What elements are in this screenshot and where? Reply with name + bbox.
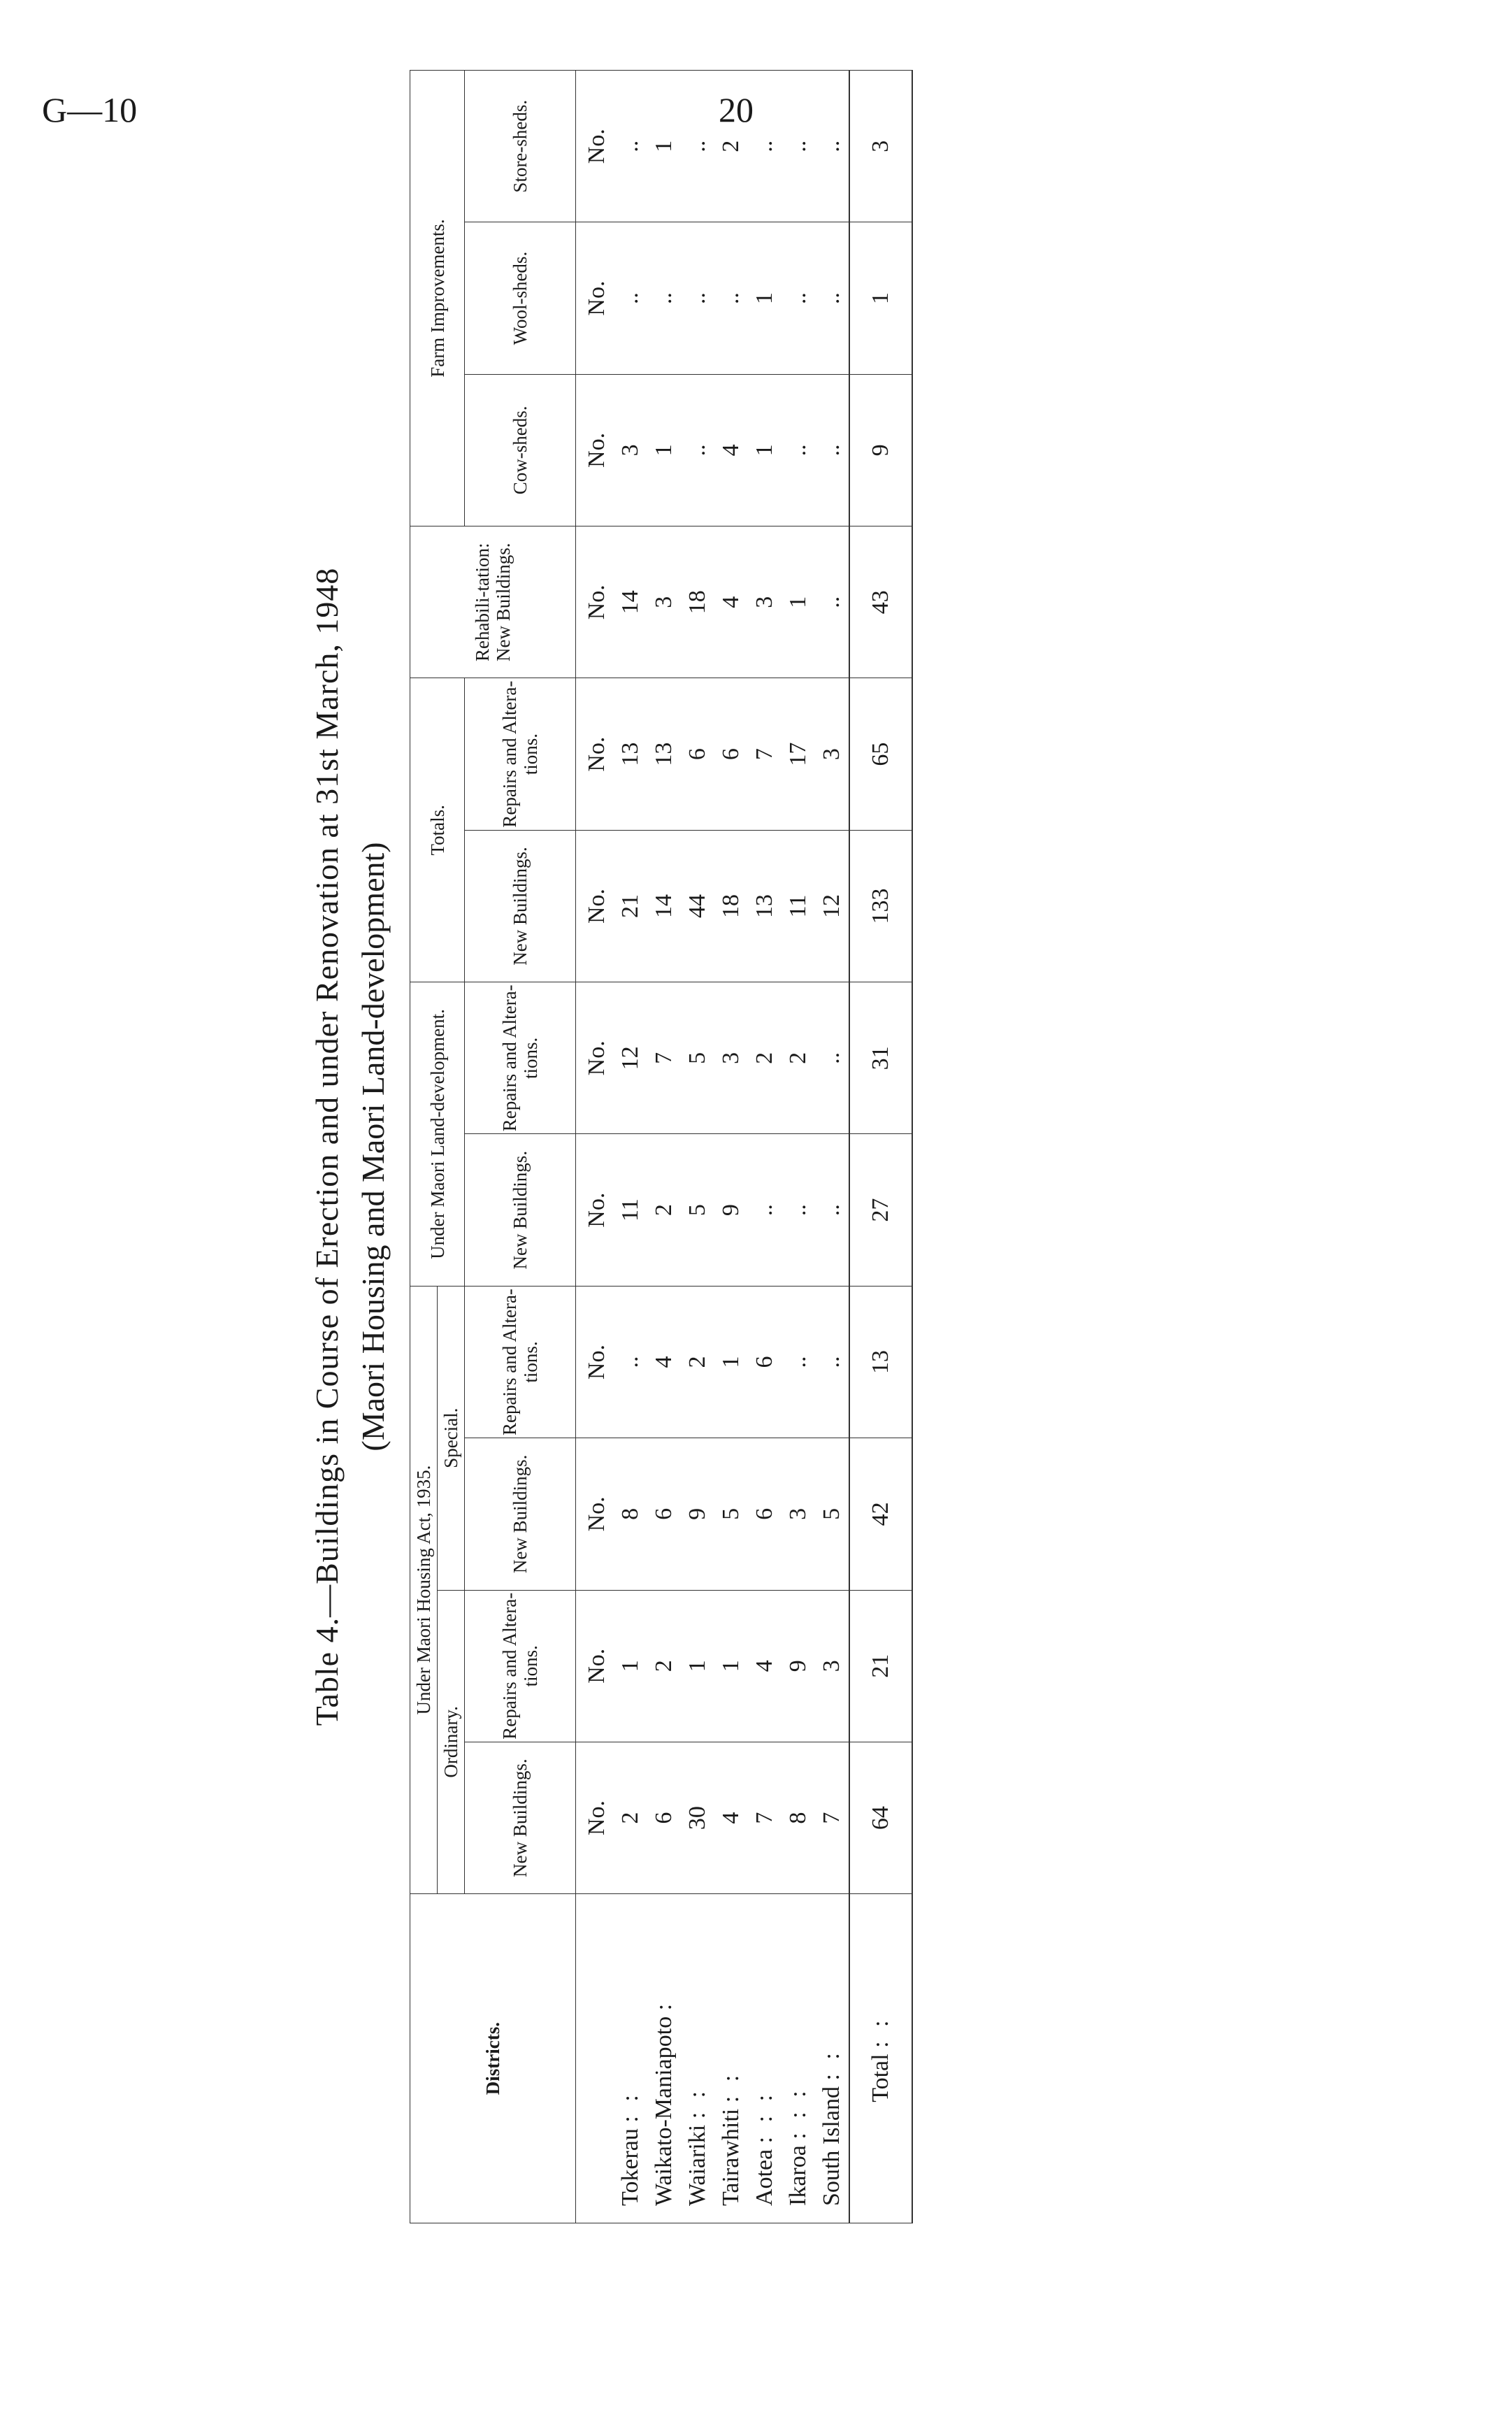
value-cell: 6 — [647, 1438, 681, 1590]
value-cell: 3 — [748, 526, 782, 678]
value-cell: 2 — [681, 1286, 714, 1438]
value-cell: .. — [782, 1134, 815, 1286]
value-cell: 4 — [647, 1286, 681, 1438]
unit-label: No. — [576, 374, 614, 526]
col-ordinary-new: New Buildings. — [465, 1742, 576, 1893]
unit-label: No. — [576, 222, 614, 374]
col-special-new: New Buildings. — [465, 1438, 576, 1590]
value-cell: 43 — [849, 526, 912, 678]
value-cell: 1 — [782, 526, 815, 678]
value-cell: 1 — [714, 1590, 748, 1742]
value-cell: 11 — [614, 1134, 647, 1286]
value-cell: 3 — [782, 1438, 815, 1590]
unit-label: No. — [576, 71, 614, 222]
value-cell: 2 — [782, 982, 815, 1134]
col-ordinary: Ordinary. — [438, 1590, 465, 1894]
value-cell: 8 — [782, 1742, 815, 1893]
table-row — [614, 71, 647, 2223]
buildings-table — [410, 70, 913, 2223]
total-row — [849, 71, 912, 2223]
value-cell: 9 — [714, 1134, 748, 1286]
value-cell: 27 — [849, 1134, 912, 1286]
value-cell: 2 — [647, 1590, 681, 1742]
leader-dots: : : — [867, 2016, 893, 2048]
col-ordinary-repairs: Repairs and Altera-tions. — [465, 1590, 576, 1742]
leader-dots: : : — [684, 2086, 710, 2119]
district-name: Aotea — [751, 2149, 777, 2206]
value-cell: 12 — [815, 830, 849, 982]
value-cell: .. — [815, 222, 849, 374]
value-cell: .. — [614, 1286, 647, 1438]
value-cell: 4 — [714, 1742, 748, 1893]
value-cell: 11 — [782, 830, 815, 982]
value-cell: 17 — [782, 678, 815, 830]
leader-dots: : : — [718, 2070, 744, 2103]
value-cell: 1 — [748, 374, 782, 526]
district-cell — [681, 1894, 714, 2223]
unit-label: No. — [576, 982, 614, 1134]
value-cell: 1 — [647, 71, 681, 222]
value-cell: .. — [714, 222, 748, 374]
col-under-act: Under Maori Housing Act, 1935. — [410, 1286, 438, 1893]
value-cell: 7 — [748, 678, 782, 830]
col-landdev-new: New Buildings. — [465, 1134, 576, 1286]
value-cell: 1 — [647, 374, 681, 526]
value-cell: 13 — [849, 1286, 912, 1438]
district-cell — [714, 1894, 748, 2223]
value-cell: 6 — [714, 678, 748, 830]
col-totals-repairs: Repairs and Altera-tions. — [465, 678, 576, 830]
leader-dots: : : : — [751, 2090, 777, 2144]
table-row — [748, 71, 782, 2223]
value-cell: 7 — [647, 982, 681, 1134]
value-cell: 1 — [681, 1590, 714, 1742]
unit-label: No. — [576, 678, 614, 830]
value-cell: 133 — [849, 830, 912, 982]
value-cell: 6 — [748, 1438, 782, 1590]
value-cell: 21 — [614, 830, 647, 982]
value-cell: 7 — [748, 1742, 782, 1893]
value-cell: 3 — [849, 71, 912, 222]
value-cell: 1 — [714, 1286, 748, 1438]
col-farm: Farm Improvements. — [410, 71, 465, 526]
value-cell: .. — [748, 1134, 782, 1286]
unit-label: No. — [576, 1590, 614, 1742]
unit-label: No. — [576, 830, 614, 982]
value-cell: .. — [647, 222, 681, 374]
leader-dots: : : — [617, 2091, 643, 2123]
value-cell: 18 — [714, 830, 748, 982]
rotated-table-block — [308, 70, 1146, 2223]
leader-dots: : : — [819, 2049, 844, 2081]
value-cell: 6 — [681, 678, 714, 830]
table-title: Table 4.—Buildings in Course of Erection and under Renovation at 31st March, 1948 — [309, 567, 345, 1726]
table-row — [714, 71, 748, 2223]
value-cell: 65 — [849, 678, 912, 830]
value-cell: .. — [815, 982, 849, 1134]
value-cell: 7 — [815, 1742, 849, 1893]
value-cell: 14 — [614, 526, 647, 678]
value-cell: 9 — [849, 374, 912, 526]
unit-label: No. — [576, 1134, 614, 1286]
district-cell — [815, 1894, 849, 2223]
value-cell: 2 — [748, 982, 782, 1134]
value-cell: 3 — [614, 374, 647, 526]
value-cell: .. — [614, 222, 647, 374]
value-cell: 5 — [681, 982, 714, 1134]
value-cell: 5 — [714, 1438, 748, 1590]
unit-label: No. — [576, 1438, 614, 1590]
value-cell: 4 — [714, 526, 748, 678]
value-cell: 3 — [815, 678, 849, 830]
leader-dots: : : : — [785, 2086, 811, 2140]
value-cell: 2 — [714, 71, 748, 222]
col-land-dev: Under Maori Land-development. — [410, 982, 465, 1287]
unit-label: No. — [576, 1286, 614, 1438]
district-name: Waikato-Maniapoto — [651, 2016, 677, 2206]
district-cell — [782, 1894, 815, 2223]
value-cell: .. — [681, 374, 714, 526]
unit-label: No. — [576, 1742, 614, 1893]
table-row — [782, 71, 815, 2223]
district-name: Tokerau — [617, 2128, 643, 2206]
value-cell: 44 — [681, 830, 714, 982]
col-totals: Totals. — [410, 678, 465, 982]
district-name: Tairawhiti — [718, 2108, 744, 2206]
col-totals-new: New Buildings. — [465, 830, 576, 982]
value-cell: .. — [681, 222, 714, 374]
value-cell: 1 — [748, 222, 782, 374]
value-cell: .. — [815, 1286, 849, 1438]
district-cell — [849, 1894, 912, 2223]
table-row — [647, 71, 681, 2223]
value-cell: .. — [815, 526, 849, 678]
value-cell: 9 — [681, 1438, 714, 1590]
value-cell: .. — [815, 374, 849, 526]
table-row — [681, 71, 714, 2223]
value-cell: 13 — [647, 678, 681, 830]
district-name: South Island — [819, 2086, 844, 2206]
col-storesheds: Store-sheds. — [465, 71, 576, 222]
value-cell: 1 — [849, 222, 912, 374]
value-cell: 12 — [614, 982, 647, 1134]
value-cell: 3 — [815, 1590, 849, 1742]
col-special-repairs: Repairs and Altera-tions. — [465, 1286, 576, 1438]
value-cell: 31 — [849, 982, 912, 1134]
value-cell: 5 — [681, 1134, 714, 1286]
value-cell: .. — [815, 71, 849, 222]
col-rehab: Rehabili-tation: New Buildings. — [410, 526, 576, 678]
page-reference: G—10 — [42, 90, 138, 129]
value-cell: 4 — [748, 1590, 782, 1742]
value-cell: 3 — [714, 982, 748, 1134]
page-number: 20 — [719, 90, 754, 129]
unit-row — [576, 71, 614, 2223]
value-cell: .. — [782, 222, 815, 374]
value-cell: 2 — [647, 1134, 681, 1286]
district-name: Ikaroa — [785, 2145, 811, 2206]
value-cell: .. — [782, 374, 815, 526]
value-cell: 9 — [782, 1590, 815, 1742]
value-cell: 2 — [614, 1742, 647, 1893]
table-subtitle: (Maori Housing and Maori Land-development) — [355, 842, 391, 1452]
value-cell: 1 — [614, 1590, 647, 1742]
value-cell: 13 — [748, 830, 782, 982]
value-cell: 13 — [614, 678, 647, 830]
value-cell: .. — [748, 71, 782, 222]
value-cell: .. — [815, 1134, 849, 1286]
leader-dots: : — [651, 1999, 677, 2011]
value-cell: 8 — [614, 1438, 647, 1590]
value-cell: .. — [782, 1286, 815, 1438]
col-woolsheds: Wool-sheds. — [465, 222, 576, 374]
value-cell: .. — [782, 71, 815, 222]
value-cell: .. — [614, 71, 647, 222]
district-name: Waiariki — [684, 2124, 710, 2206]
value-cell: 14 — [647, 830, 681, 982]
value-cell: 42 — [849, 1438, 912, 1590]
value-cell: 21 — [849, 1590, 912, 1742]
value-cell: 3 — [647, 526, 681, 678]
district-cell — [748, 1894, 782, 2223]
col-special: Special. — [438, 1286, 465, 1590]
value-cell: 18 — [681, 526, 714, 678]
value-cell: 6 — [647, 1742, 681, 1893]
col-landdev-repairs: Repairs and Altera-tions. — [465, 982, 576, 1134]
district-name: Total — [867, 2054, 893, 2102]
col-cowsheds: Cow-sheds. — [465, 374, 576, 526]
col-districts: Districts. — [410, 1894, 576, 2223]
value-cell: 30 — [681, 1742, 714, 1893]
value-cell: 4 — [714, 374, 748, 526]
value-cell: 5 — [815, 1438, 849, 1590]
value-cell: 64 — [849, 1742, 912, 1893]
district-cell — [614, 1894, 647, 2223]
table-row — [815, 71, 849, 2223]
value-cell: 6 — [748, 1286, 782, 1438]
unit-label: No. — [576, 526, 614, 678]
value-cell: .. — [681, 71, 714, 222]
district-cell — [647, 1894, 681, 2223]
